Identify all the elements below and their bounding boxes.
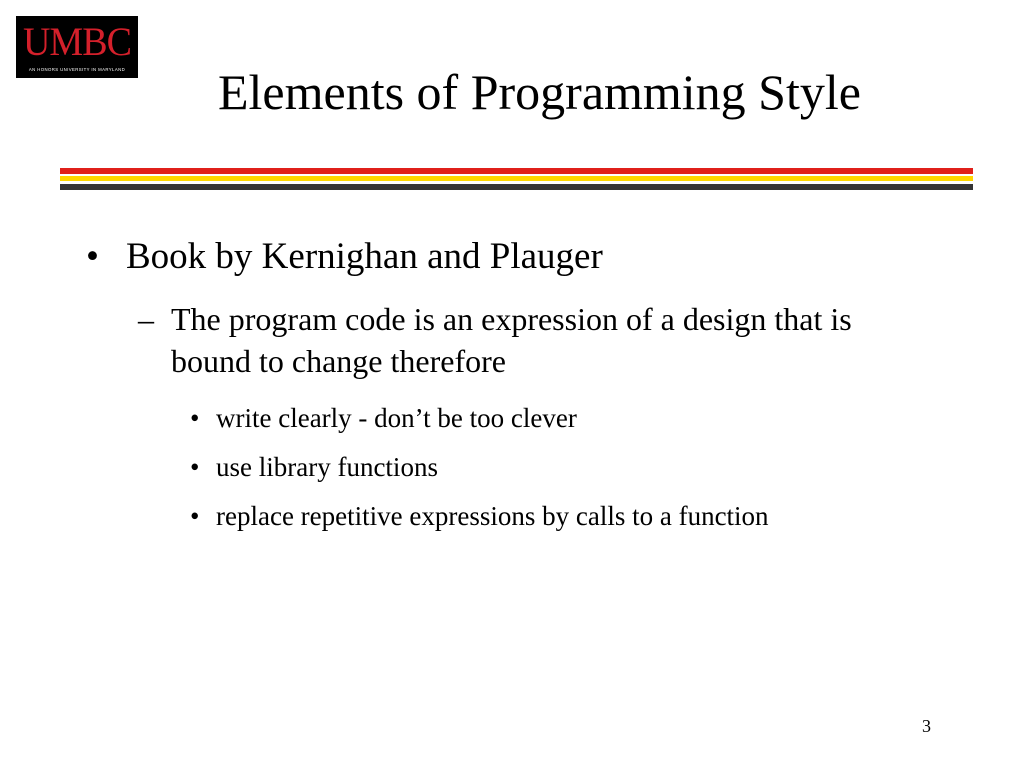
header-rule-red xyxy=(60,168,973,174)
sub-sub-bullet-text: replace repetitive expressions by calls to a function xyxy=(216,501,769,531)
bullet-marker: • xyxy=(190,501,200,531)
page-number: 3 xyxy=(922,716,931,736)
sub-bullet-text: The program code is an expression of a design that is bound to change therefore xyxy=(171,301,852,379)
logo-tagline: AN HONORS UNIVERSITY IN MARYLAND xyxy=(28,67,126,72)
sub-sub-bullet-text: use library functions xyxy=(216,452,438,482)
header-rule-dark xyxy=(60,184,973,190)
dash-marker: – xyxy=(138,301,154,337)
sub-sub-bullet-text: write clearly - don’t be too clever xyxy=(216,403,577,433)
logo-wordmark: UMBC xyxy=(22,19,132,64)
umbc-logo xyxy=(16,16,138,78)
bullet-marker: • xyxy=(86,236,99,277)
bullet-text: Book by Kernighan and Plauger xyxy=(126,236,603,277)
header-rule-yellow xyxy=(60,176,973,181)
bullet-marker: • xyxy=(190,452,200,482)
slide-title: Elements of Programming Style xyxy=(218,64,861,120)
bullet-marker: • xyxy=(190,403,200,433)
